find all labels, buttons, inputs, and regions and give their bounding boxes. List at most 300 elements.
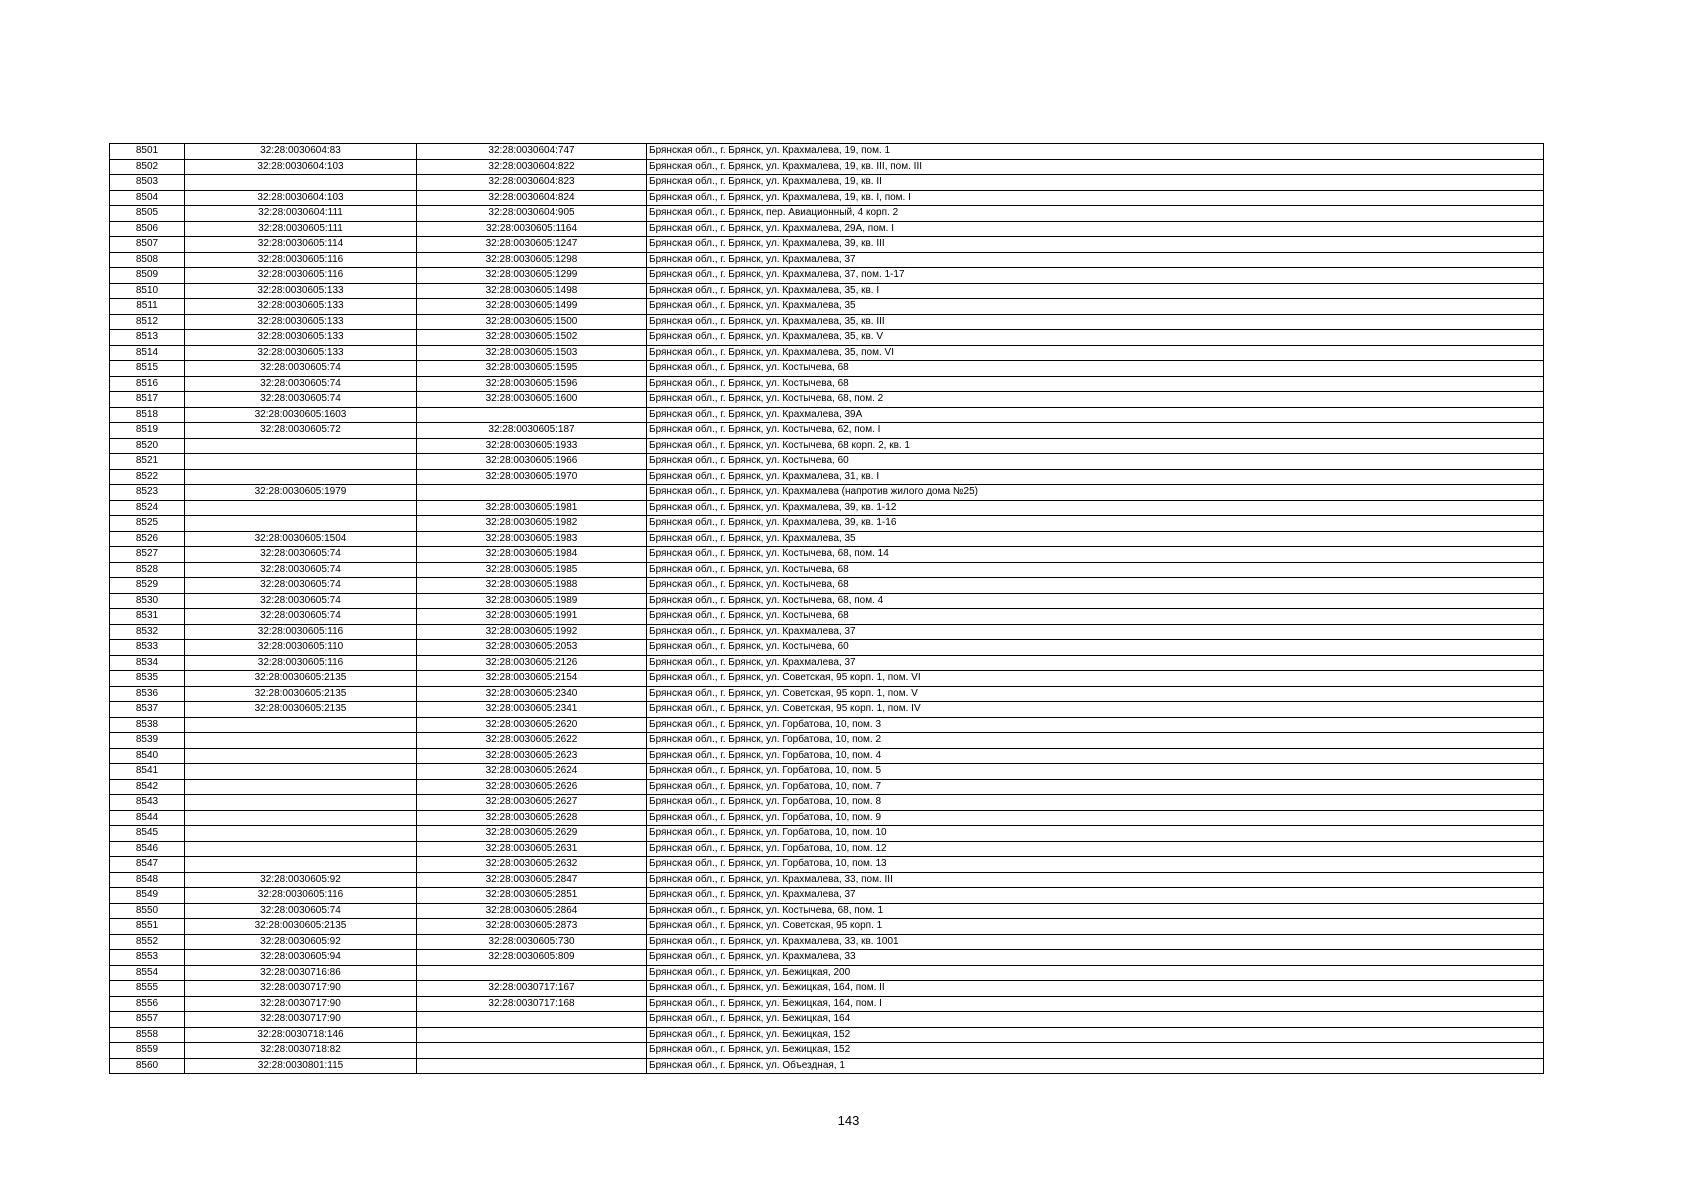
parent-cadastral-number-cell (185, 175, 417, 191)
row-number-cell: 8552 (110, 934, 185, 950)
address-cell: Брянская обл., г. Брянск, ул. Горбатова, 10, пом. 10 (647, 826, 1544, 842)
cadastral-number-cell: 32:28:0030605:1298 (417, 252, 647, 268)
address-cell: Брянская обл., г. Брянск, ул. Крахмалева, 39, кв. 1-16 (647, 516, 1544, 532)
table-row (110, 764, 1544, 780)
row-number-cell: 8549 (110, 888, 185, 904)
address-cell: Брянская обл., г. Брянск, ул. Костычева, 68, пом. 4 (647, 593, 1544, 609)
address-cell: Брянская обл., г. Брянск, ул. Костычева, 62, пом. I (647, 423, 1544, 439)
parent-cadastral-number-cell (185, 764, 417, 780)
cadastral-number-cell: 32:28:0030604:822 (417, 159, 647, 175)
table-row (110, 206, 1544, 222)
table-row (110, 810, 1544, 826)
cadastral-number-cell (417, 407, 647, 423)
address-cell: Брянская обл., г. Брянск, ул. Горбатова, 10, пом. 13 (647, 857, 1544, 873)
cadastral-number-cell: 32:28:0030605:1247 (417, 237, 647, 253)
address-cell: Брянская обл., г. Брянск, ул. Горбатова, 10, пом. 2 (647, 733, 1544, 749)
cadastral-number-cell: 32:28:0030605:1985 (417, 562, 647, 578)
table-row (110, 779, 1544, 795)
row-number-cell: 8544 (110, 810, 185, 826)
table-row (110, 826, 1544, 842)
table-row (110, 593, 1544, 609)
table-row (110, 407, 1544, 423)
address-cell: Брянская обл., г. Брянск, ул. Костычева, 68 корп. 2, кв. 1 (647, 438, 1544, 454)
parent-cadastral-number-cell (185, 500, 417, 516)
cadastral-number-cell: 32:28:0030605:2847 (417, 872, 647, 888)
registry-table-body (110, 144, 1544, 1074)
parent-cadastral-number-cell: 32:28:0030801:115 (185, 1058, 417, 1074)
address-cell: Брянская обл., г. Брянск, ул. Крахмалева, 37 (647, 888, 1544, 904)
parent-cadastral-number-cell: 32:28:0030605:116 (185, 888, 417, 904)
parent-cadastral-number-cell: 32:28:0030605:74 (185, 376, 417, 392)
table-row (110, 996, 1544, 1012)
parent-cadastral-number-cell (185, 857, 417, 873)
parent-cadastral-number-cell: 32:28:0030716:86 (185, 965, 417, 981)
cadastral-number-cell (417, 1058, 647, 1074)
row-number-cell: 8506 (110, 221, 185, 237)
table-row (110, 1043, 1544, 1059)
address-cell: Брянская обл., г. Брянск, ул. Крахмалева, 37 (647, 252, 1544, 268)
cadastral-number-cell: 32:28:0030605:2622 (417, 733, 647, 749)
cadastral-number-cell: 32:28:0030605:1966 (417, 454, 647, 470)
row-number-cell: 8532 (110, 624, 185, 640)
row-number-cell: 8540 (110, 748, 185, 764)
cadastral-number-cell: 32:28:0030605:1992 (417, 624, 647, 640)
address-cell: Брянская обл., г. Брянск, ул. Крахмалева (напротив жилого дома №25) (647, 485, 1544, 501)
cadastral-number-cell: 32:28:0030605:1989 (417, 593, 647, 609)
row-number-cell: 8553 (110, 950, 185, 966)
cadastral-number-cell: 32:28:0030605:2341 (417, 702, 647, 718)
parent-cadastral-number-cell: 32:28:0030605:2135 (185, 686, 417, 702)
cadastral-number-cell: 32:28:0030605:1933 (417, 438, 647, 454)
cadastral-number-cell: 32:28:0030605:1596 (417, 376, 647, 392)
address-cell: Брянская обл., г. Брянск, ул. Костычева, 68, пом. 14 (647, 547, 1544, 563)
address-cell: Брянская обл., г. Брянск, ул. Горбатова, 10, пом. 5 (647, 764, 1544, 780)
address-cell: Брянская обл., г. Брянск, ул. Костычева, 68 (647, 376, 1544, 392)
row-number-cell: 8518 (110, 407, 185, 423)
table-row (110, 237, 1544, 253)
row-number-cell: 8533 (110, 640, 185, 656)
parent-cadastral-number-cell: 32:28:0030605:74 (185, 547, 417, 563)
table-row (110, 376, 1544, 392)
address-cell: Брянская обл., г. Брянск, ул. Крахмалева, 35, кв. V (647, 330, 1544, 346)
cadastral-number-cell: 32:28:0030605:1502 (417, 330, 647, 346)
parent-cadastral-number-cell: 32:28:0030605:133 (185, 299, 417, 315)
table-row (110, 733, 1544, 749)
registry-table (109, 143, 1544, 1074)
parent-cadastral-number-cell: 32:28:0030605:116 (185, 268, 417, 284)
row-number-cell: 8559 (110, 1043, 185, 1059)
table-row (110, 624, 1544, 640)
cadastral-number-cell: 32:28:0030605:1498 (417, 283, 647, 299)
parent-cadastral-number-cell: 32:28:0030605:92 (185, 934, 417, 950)
table-row (110, 299, 1544, 315)
table-row (110, 144, 1544, 160)
address-cell: Брянская обл., г. Брянск, ул. Крахмалева, 35 (647, 299, 1544, 315)
address-cell: Брянская обл., г. Брянск, ул. Крахмалева, 29А, пом. I (647, 221, 1544, 237)
table-row (110, 857, 1544, 873)
address-cell: Брянская обл., г. Брянск, ул. Крахмалева, 37 (647, 655, 1544, 671)
cadastral-number-cell: 32:28:0030605:2154 (417, 671, 647, 687)
address-cell: Брянская обл., г. Брянск, ул. Крахмалева, 19, кв. II (647, 175, 1544, 191)
parent-cadastral-number-cell: 32:28:0030605:74 (185, 361, 417, 377)
address-cell: Брянская обл., г. Брянск, ул. Бежицкая, 164 (647, 1012, 1544, 1028)
cadastral-number-cell: 32:28:0030605:1970 (417, 469, 647, 485)
address-cell: Брянская обл., г. Брянск, ул. Советская, 95 корп. 1 (647, 919, 1544, 935)
address-cell: Брянская обл., г. Брянск, ул. Горбатова, 10, пом. 3 (647, 717, 1544, 733)
table-row (110, 965, 1544, 981)
address-cell: Брянская обл., г. Брянск, ул. Крахмалева, 39А (647, 407, 1544, 423)
parent-cadastral-number-cell: 32:28:0030604:111 (185, 206, 417, 222)
parent-cadastral-number-cell: 32:28:0030717:90 (185, 1012, 417, 1028)
row-number-cell: 8554 (110, 965, 185, 981)
cadastral-number-cell: 32:28:0030605:2126 (417, 655, 647, 671)
cadastral-number-cell (417, 1027, 647, 1043)
address-cell: Брянская обл., г. Брянск, ул. Крахмалева, 33, пом. III (647, 872, 1544, 888)
table-row (110, 547, 1544, 563)
address-cell: Брянская обл., г. Брянск, ул. Костычева, 68 (647, 578, 1544, 594)
address-cell: Брянская обл., г. Брянск, ул. Костычева, 68 (647, 361, 1544, 377)
cadastral-number-cell: 32:28:0030605:1984 (417, 547, 647, 563)
row-number-cell: 8516 (110, 376, 185, 392)
parent-cadastral-number-cell: 32:28:0030605:74 (185, 609, 417, 625)
address-cell: Брянская обл., г. Брянск, ул. Костычева, 60 (647, 454, 1544, 470)
row-number-cell: 8545 (110, 826, 185, 842)
parent-cadastral-number-cell (185, 733, 417, 749)
parent-cadastral-number-cell (185, 438, 417, 454)
address-cell: Брянская обл., г. Брянск, ул. Горбатова, 10, пом. 12 (647, 841, 1544, 857)
row-number-cell: 8508 (110, 252, 185, 268)
cadastral-number-cell: 32:28:0030605:1299 (417, 268, 647, 284)
parent-cadastral-number-cell: 32:28:0030605:133 (185, 283, 417, 299)
address-cell: Брянская обл., г. Брянск, ул. Крахмалева, 39, кв. III (647, 237, 1544, 253)
table-row (110, 330, 1544, 346)
parent-cadastral-number-cell (185, 841, 417, 857)
cadastral-number-cell: 32:28:0030605:1600 (417, 392, 647, 408)
address-cell: Брянская обл., г. Брянск, ул. Костычева, 68 (647, 562, 1544, 578)
row-number-cell: 8513 (110, 330, 185, 346)
row-number-cell: 8560 (110, 1058, 185, 1074)
cadastral-number-cell: 32:28:0030605:2340 (417, 686, 647, 702)
table-row (110, 671, 1544, 687)
parent-cadastral-number-cell: 32:28:0030605:74 (185, 392, 417, 408)
cadastral-number-cell: 32:28:0030605:2851 (417, 888, 647, 904)
table-row (110, 841, 1544, 857)
cadastral-number-cell: 32:28:0030604:905 (417, 206, 647, 222)
address-cell: Брянская обл., г. Брянск, ул. Крахмалева, 35, пом. VI (647, 345, 1544, 361)
cadastral-number-cell: 32:28:0030605:2632 (417, 857, 647, 873)
address-cell: Брянская обл., г. Брянск, ул. Бежицкая, 152 (647, 1027, 1544, 1043)
cadastral-number-cell: 32:28:0030605:2626 (417, 779, 647, 795)
row-number-cell: 8529 (110, 578, 185, 594)
address-cell: Брянская обл., г. Брянск, ул. Крахмалева, 33 (647, 950, 1544, 966)
row-number-cell: 8531 (110, 609, 185, 625)
cadastral-number-cell (417, 965, 647, 981)
table-row (110, 1012, 1544, 1028)
page-number: 143 (837, 1113, 860, 1128)
cadastral-number-cell: 32:28:0030605:2628 (417, 810, 647, 826)
address-cell: Брянская обл., г. Брянск, ул. Горбатова, 10, пом. 7 (647, 779, 1544, 795)
cadastral-number-cell: 32:28:0030605:2053 (417, 640, 647, 656)
row-number-cell: 8555 (110, 981, 185, 997)
cadastral-number-cell (417, 1012, 647, 1028)
cadastral-number-cell: 32:28:0030605:1983 (417, 531, 647, 547)
cadastral-number-cell: 32:28:0030605:2629 (417, 826, 647, 842)
address-cell: Брянская обл., г. Брянск, ул. Крахмалева, 31, кв. I (647, 469, 1544, 485)
table-row (110, 345, 1544, 361)
cadastral-number-cell: 32:28:0030604:747 (417, 144, 647, 160)
table-row (110, 531, 1544, 547)
table-row (110, 392, 1544, 408)
row-number-cell: 8505 (110, 206, 185, 222)
parent-cadastral-number-cell (185, 779, 417, 795)
address-cell: Брянская обл., г. Брянск, ул. Костычева, 68, пом. 2 (647, 392, 1544, 408)
address-cell: Брянская обл., г. Брянск, ул. Горбатова, 10, пом. 4 (647, 748, 1544, 764)
cadastral-number-cell: 32:28:0030605:809 (417, 950, 647, 966)
row-number-cell: 8537 (110, 702, 185, 718)
table-row (110, 655, 1544, 671)
table-row (110, 159, 1544, 175)
parent-cadastral-number-cell (185, 516, 417, 532)
row-number-cell: 8504 (110, 190, 185, 206)
cadastral-number-cell: 32:28:0030605:2631 (417, 841, 647, 857)
table-row (110, 423, 1544, 439)
table-row (110, 252, 1544, 268)
address-cell: Брянская обл., г. Брянск, ул. Крахмалева, 35, кв. III (647, 314, 1544, 330)
parent-cadastral-number-cell: 32:28:0030605:116 (185, 655, 417, 671)
parent-cadastral-number-cell (185, 795, 417, 811)
table-row (110, 454, 1544, 470)
row-number-cell: 8542 (110, 779, 185, 795)
cadastral-number-cell (417, 1043, 647, 1059)
parent-cadastral-number-cell: 32:28:0030605:110 (185, 640, 417, 656)
cadastral-number-cell: 32:28:0030605:1499 (417, 299, 647, 315)
row-number-cell: 8558 (110, 1027, 185, 1043)
address-cell: Брянская обл., г. Брянск, ул. Крахмалева, 19, кв. I, пом. I (647, 190, 1544, 206)
cadastral-number-cell: 32:28:0030605:2864 (417, 903, 647, 919)
row-number-cell: 8548 (110, 872, 185, 888)
table-row (110, 221, 1544, 237)
parent-cadastral-number-cell: 32:28:0030604:103 (185, 190, 417, 206)
table-row (110, 919, 1544, 935)
address-cell: Брянская обл., г. Брянск, ул. Крахмалева, 33, кв. 1001 (647, 934, 1544, 950)
address-cell: Брянская обл., г. Брянск, ул. Бежицкая, 200 (647, 965, 1544, 981)
row-number-cell: 8511 (110, 299, 185, 315)
cadastral-number-cell: 32:28:0030604:824 (417, 190, 647, 206)
address-cell: Брянская обл., г. Брянск, ул. Крахмалева, 37 (647, 624, 1544, 640)
row-number-cell: 8538 (110, 717, 185, 733)
row-number-cell: 8534 (110, 655, 185, 671)
table-row (110, 562, 1544, 578)
cadastral-number-cell: 32:28:0030604:823 (417, 175, 647, 191)
parent-cadastral-number-cell: 32:28:0030605:133 (185, 330, 417, 346)
address-cell: Брянская обл., г. Брянск, ул. Костычева, 68, пом. 1 (647, 903, 1544, 919)
row-number-cell: 8536 (110, 686, 185, 702)
parent-cadastral-number-cell: 32:28:0030605:72 (185, 423, 417, 439)
address-cell: Брянская обл., г. Брянск, ул. Костычева, 68 (647, 609, 1544, 625)
parent-cadastral-number-cell: 32:28:0030605:92 (185, 872, 417, 888)
address-cell: Брянская обл., г. Брянск, ул. Горбатова, 10, пом. 8 (647, 795, 1544, 811)
table-row (110, 640, 1544, 656)
cadastral-number-cell: 32:28:0030717:167 (417, 981, 647, 997)
cadastral-number-cell: 32:28:0030605:2620 (417, 717, 647, 733)
address-cell: Брянская обл., г. Брянск, ул. Крахмалева, 37, пом. 1-17 (647, 268, 1544, 284)
table-row (110, 950, 1544, 966)
address-cell: Брянская обл., г. Брянск, ул. Крахмалева, 19, пом. 1 (647, 144, 1544, 160)
row-number-cell: 8539 (110, 733, 185, 749)
table-row (110, 361, 1544, 377)
cadastral-number-cell: 32:28:0030717:168 (417, 996, 647, 1012)
table-row (110, 872, 1544, 888)
row-number-cell: 8514 (110, 345, 185, 361)
table-row (110, 175, 1544, 191)
address-cell: Брянская обл., г. Брянск, ул. Крахмалева, 35 (647, 531, 1544, 547)
table-row (110, 1027, 1544, 1043)
row-number-cell: 8546 (110, 841, 185, 857)
cadastral-number-cell: 32:28:0030605:730 (417, 934, 647, 950)
parent-cadastral-number-cell: 32:28:0030605:116 (185, 252, 417, 268)
address-cell: Брянская обл., г. Брянск, ул. Объездная, 1 (647, 1058, 1544, 1074)
row-number-cell: 8526 (110, 531, 185, 547)
table-row (110, 283, 1544, 299)
row-number-cell: 8535 (110, 671, 185, 687)
table-row (110, 903, 1544, 919)
table-row (110, 717, 1544, 733)
table-row (110, 888, 1544, 904)
table-row (110, 686, 1544, 702)
parent-cadastral-number-cell: 32:28:0030717:90 (185, 981, 417, 997)
parent-cadastral-number-cell: 32:28:0030605:74 (185, 578, 417, 594)
table-row (110, 500, 1544, 516)
cadastral-number-cell: 32:28:0030605:2624 (417, 764, 647, 780)
parent-cadastral-number-cell: 32:28:0030605:1504 (185, 531, 417, 547)
cadastral-number-cell: 32:28:0030605:1164 (417, 221, 647, 237)
table-row (110, 314, 1544, 330)
table-row (110, 795, 1544, 811)
row-number-cell: 8520 (110, 438, 185, 454)
row-number-cell: 8556 (110, 996, 185, 1012)
row-number-cell: 8547 (110, 857, 185, 873)
parent-cadastral-number-cell (185, 826, 417, 842)
cadastral-number-cell: 32:28:0030605:1988 (417, 578, 647, 594)
row-number-cell: 8522 (110, 469, 185, 485)
row-number-cell: 8507 (110, 237, 185, 253)
table-row (110, 934, 1544, 950)
table-row (110, 469, 1544, 485)
row-number-cell: 8512 (110, 314, 185, 330)
parent-cadastral-number-cell (185, 454, 417, 470)
row-number-cell: 8521 (110, 454, 185, 470)
parent-cadastral-number-cell: 32:28:0030604:103 (185, 159, 417, 175)
table-row (110, 702, 1544, 718)
row-number-cell: 8525 (110, 516, 185, 532)
parent-cadastral-number-cell: 32:28:0030717:90 (185, 996, 417, 1012)
parent-cadastral-number-cell: 32:28:0030605:74 (185, 562, 417, 578)
parent-cadastral-number-cell: 32:28:0030605:111 (185, 221, 417, 237)
row-number-cell: 8509 (110, 268, 185, 284)
table-row (110, 1058, 1544, 1074)
parent-cadastral-number-cell: 32:28:0030605:1979 (185, 485, 417, 501)
table-row (110, 609, 1544, 625)
row-number-cell: 8551 (110, 919, 185, 935)
parent-cadastral-number-cell: 32:28:0030605:2135 (185, 702, 417, 718)
table-row (110, 578, 1544, 594)
parent-cadastral-number-cell: 32:28:0030718:82 (185, 1043, 417, 1059)
row-number-cell: 8543 (110, 795, 185, 811)
address-cell: Брянская обл., г. Брянск, ул. Крахмалева, 39, кв. 1-12 (647, 500, 1544, 516)
address-cell: Брянская обл., г. Брянск, пер. Авиационный, 4 корп. 2 (647, 206, 1544, 222)
cadastral-number-cell: 32:28:0030605:2627 (417, 795, 647, 811)
row-number-cell: 8502 (110, 159, 185, 175)
cadastral-number-cell: 32:28:0030605:1991 (417, 609, 647, 625)
address-cell: Брянская обл., г. Брянск, ул. Костычева, 60 (647, 640, 1544, 656)
cadastral-number-cell: 32:28:0030605:187 (417, 423, 647, 439)
table-row (110, 516, 1544, 532)
row-number-cell: 8550 (110, 903, 185, 919)
cadastral-number-cell: 32:28:0030605:1500 (417, 314, 647, 330)
row-number-cell: 8527 (110, 547, 185, 563)
row-number-cell: 8524 (110, 500, 185, 516)
row-number-cell: 8541 (110, 764, 185, 780)
cadastral-number-cell: 32:28:0030605:1981 (417, 500, 647, 516)
cadastral-number-cell: 32:28:0030605:1595 (417, 361, 647, 377)
cadastral-number-cell (417, 485, 647, 501)
parent-cadastral-number-cell (185, 469, 417, 485)
parent-cadastral-number-cell: 32:28:0030605:116 (185, 624, 417, 640)
address-cell: Брянская обл., г. Брянск, ул. Советская, 95 корп. 1, пом. IV (647, 702, 1544, 718)
address-cell: Брянская обл., г. Брянск, ул. Бежицкая, 152 (647, 1043, 1544, 1059)
row-number-cell: 8523 (110, 485, 185, 501)
parent-cadastral-number-cell: 32:28:0030605:133 (185, 314, 417, 330)
parent-cadastral-number-cell (185, 717, 417, 733)
parent-cadastral-number-cell: 32:28:0030605:74 (185, 593, 417, 609)
address-cell: Брянская обл., г. Брянск, ул. Советская, 95 корп. 1, пом. VI (647, 671, 1544, 687)
row-number-cell: 8510 (110, 283, 185, 299)
address-cell: Брянская обл., г. Брянск, ул. Горбатова, 10, пом. 9 (647, 810, 1544, 826)
parent-cadastral-number-cell: 32:28:0030605:114 (185, 237, 417, 253)
cadastral-number-cell: 32:28:0030605:1982 (417, 516, 647, 532)
table-row (110, 485, 1544, 501)
row-number-cell: 8501 (110, 144, 185, 160)
address-cell: Брянская обл., г. Брянск, ул. Бежицкая, 164, пом. I (647, 996, 1544, 1012)
parent-cadastral-number-cell: 32:28:0030605:94 (185, 950, 417, 966)
address-cell: Брянская обл., г. Брянск, ул. Крахмалева, 19, кв. III, пом. III (647, 159, 1544, 175)
parent-cadastral-number-cell (185, 810, 417, 826)
row-number-cell: 8503 (110, 175, 185, 191)
row-number-cell: 8530 (110, 593, 185, 609)
table-row (110, 438, 1544, 454)
parent-cadastral-number-cell: 32:28:0030605:133 (185, 345, 417, 361)
row-number-cell: 8557 (110, 1012, 185, 1028)
parent-cadastral-number-cell: 32:28:0030718:146 (185, 1027, 417, 1043)
parent-cadastral-number-cell (185, 748, 417, 764)
row-number-cell: 8519 (110, 423, 185, 439)
table-row (110, 268, 1544, 284)
cadastral-number-cell: 32:28:0030605:2623 (417, 748, 647, 764)
row-number-cell: 8517 (110, 392, 185, 408)
table-row (110, 981, 1544, 997)
address-cell: Брянская обл., г. Брянск, ул. Бежицкая, 164, пом. II (647, 981, 1544, 997)
parent-cadastral-number-cell: 32:28:0030605:2135 (185, 919, 417, 935)
parent-cadastral-number-cell: 32:28:0030605:2135 (185, 671, 417, 687)
cadastral-number-cell: 32:28:0030605:1503 (417, 345, 647, 361)
table-row (110, 748, 1544, 764)
address-cell: Брянская обл., г. Брянск, ул. Крахмалева, 35, кв. I (647, 283, 1544, 299)
row-number-cell: 8515 (110, 361, 185, 377)
address-cell: Брянская обл., г. Брянск, ул. Советская, 95 корп. 1, пом. V (647, 686, 1544, 702)
table-row (110, 190, 1544, 206)
parent-cadastral-number-cell: 32:28:0030605:1603 (185, 407, 417, 423)
row-number-cell: 8528 (110, 562, 185, 578)
